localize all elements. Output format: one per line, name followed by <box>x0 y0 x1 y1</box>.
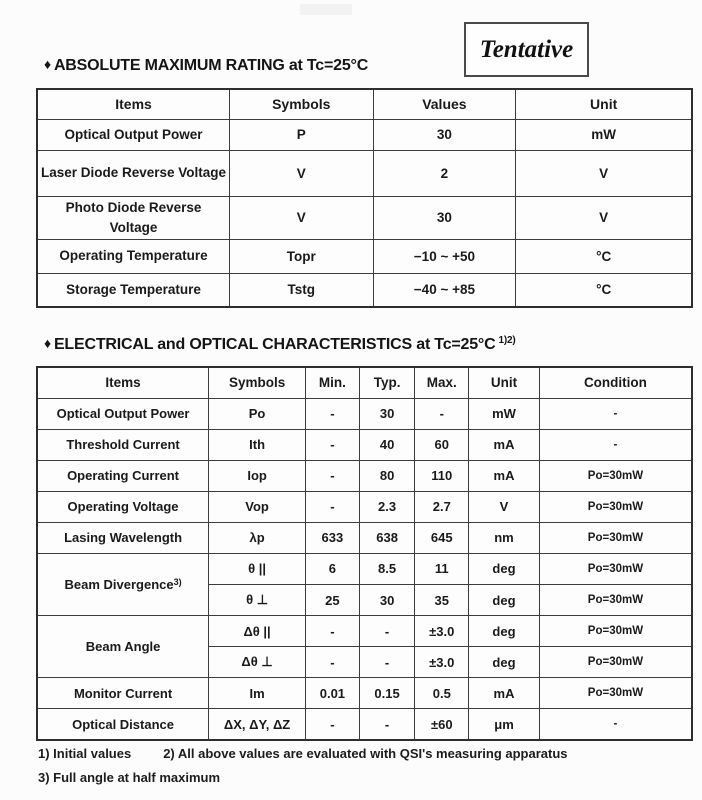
cell-item: Photo Diode Reverse Voltage <box>37 196 230 239</box>
cell-condition: - <box>539 398 692 429</box>
cell-symbol: Δθ || <box>209 616 306 647</box>
cell-condition: Po=30mW <box>539 522 692 553</box>
absolute-maximum-rating-table <box>36 88 693 308</box>
cell-max: ±3.0 <box>415 616 469 647</box>
table-row <box>37 150 692 196</box>
cell-min: - <box>306 460 360 491</box>
cell-condition: - <box>539 709 692 740</box>
cell-item-beam-angle: Beam Angle <box>37 616 209 678</box>
table-row <box>37 553 692 584</box>
table2-body <box>37 398 692 740</box>
cell-item: Laser Diode Reverse Voltage <box>37 150 230 196</box>
cell-min: - <box>306 491 360 522</box>
col-header-min: Min. <box>306 367 360 398</box>
footnote-3: 3) Full angle at half maximum <box>38 770 221 785</box>
cell-symbol: Vop <box>209 491 306 522</box>
col-header-symbols: Symbols <box>209 367 306 398</box>
cell-symbol: Im <box>209 678 306 709</box>
electrical-optical-characteristics-table <box>36 366 693 741</box>
footnote-line-2 <box>38 770 220 785</box>
cell-item: Optical Output Power <box>37 119 230 150</box>
section2-title-superscript: 1)2) <box>498 335 516 346</box>
cell-min: 6 <box>306 553 360 584</box>
section2-title <box>44 335 515 354</box>
table-row <box>37 196 692 239</box>
cell-max: 110 <box>415 460 469 491</box>
cell-symbol: V <box>230 150 373 196</box>
tentative-stamp <box>464 22 589 77</box>
cell-condition: Po=30mW <box>539 491 692 522</box>
cell-unit: mA <box>469 429 540 460</box>
cell-item: Monitor Current <box>37 678 209 709</box>
cell-max: 60 <box>415 429 469 460</box>
col-header-items: Items <box>37 89 230 119</box>
col-header-max: Max. <box>415 367 469 398</box>
cell-typ: - <box>359 647 415 678</box>
cell-symbol: Δθ ⊥ <box>209 647 306 678</box>
cell-condition: Po=30mW <box>539 678 692 709</box>
cell-condition: Po=30mW <box>539 647 692 678</box>
cell-symbol: P <box>230 119 373 150</box>
cell-unit: deg <box>469 584 540 615</box>
cell-min: - <box>306 709 360 740</box>
cell-max: ±60 <box>415 709 469 740</box>
cell-min: - <box>306 429 360 460</box>
cell-value: 30 <box>373 119 516 150</box>
table-row <box>37 522 692 553</box>
cell-condition: Po=30mW <box>539 616 692 647</box>
diamond-bullet-icon: ♦ <box>44 335 51 351</box>
cell-max: 2.7 <box>415 491 469 522</box>
tentative-label: Tentative <box>479 35 574 63</box>
cell-unit: deg <box>469 647 540 678</box>
cell-item: Operating Current <box>37 460 209 491</box>
table-row <box>37 273 692 307</box>
cell-min: 633 <box>306 522 360 553</box>
cell-typ: 30 <box>359 398 415 429</box>
cell-condition: Po=30mW <box>539 584 692 615</box>
cell-typ: 30 <box>359 584 415 615</box>
cell-unit: deg <box>469 616 540 647</box>
col-header-symbols: Symbols <box>230 89 373 119</box>
cell-typ: 0.15 <box>359 678 415 709</box>
cell-min: 0.01 <box>306 678 360 709</box>
cell-unit: V <box>516 150 692 196</box>
cell-unit: V <box>516 196 692 239</box>
cell-typ: 8.5 <box>359 553 415 584</box>
col-header-typ: Typ. <box>359 367 415 398</box>
cell-typ: 638 <box>359 522 415 553</box>
cell-condition: Po=30mW <box>539 553 692 584</box>
cell-item: Threshold Current <box>37 429 209 460</box>
cell-item: Optical Output Power <box>37 398 209 429</box>
cell-max: 11 <box>415 553 469 584</box>
table-row <box>37 239 692 273</box>
cell-unit: mA <box>469 460 540 491</box>
cell-value: −40 ~ +85 <box>373 273 516 307</box>
section1-title <box>44 56 368 75</box>
table-row <box>37 398 692 429</box>
cell-max: 35 <box>415 584 469 615</box>
cell-symbol: λp <box>209 522 306 553</box>
diamond-bullet-icon: ♦ <box>44 56 51 72</box>
cell-condition: - <box>539 429 692 460</box>
cell-item-beam-divergence <box>37 553 209 615</box>
table2-header <box>37 367 692 398</box>
cell-symbol: Po <box>209 398 306 429</box>
cell-value: 30 <box>373 196 516 239</box>
cell-typ: - <box>359 616 415 647</box>
cell-typ: 80 <box>359 460 415 491</box>
cell-unit: nm <box>469 522 540 553</box>
cell-typ: - <box>359 709 415 740</box>
item-superscript: 3) <box>173 576 182 587</box>
table-row <box>37 460 692 491</box>
table-row <box>37 491 692 522</box>
col-header-condition: Condition <box>539 367 692 398</box>
table-header-row <box>37 89 692 119</box>
cell-min: - <box>306 647 360 678</box>
section1-title-text: ABSOLUTE MAXIMUM RATING at Tc=25°C <box>53 57 369 74</box>
cell-max: - <box>415 398 469 429</box>
cell-condition: Po=30mW <box>539 460 692 491</box>
cell-typ: 40 <box>359 429 415 460</box>
table-row <box>37 429 692 460</box>
cell-symbol: Topr <box>230 239 373 273</box>
col-header-unit: Unit <box>469 367 540 398</box>
cell-item: Operating Temperature <box>37 239 230 273</box>
cell-min: - <box>306 616 360 647</box>
cell-item: Operating Voltage <box>37 491 209 522</box>
cell-item: Storage Temperature <box>37 273 230 307</box>
cell-value: −10 ~ +50 <box>373 239 516 273</box>
cell-symbol: θ || <box>209 553 306 584</box>
footnote-1: 1) Initial values <box>38 746 132 761</box>
item-text: Beam Divergence <box>64 576 174 592</box>
cell-symbol: V <box>230 196 373 239</box>
scan-artifact <box>300 4 352 15</box>
cell-unit: °C <box>516 273 692 307</box>
cell-min: 25 <box>306 584 360 615</box>
col-header-items: Items <box>37 367 209 398</box>
section2-title-text: ELECTRICAL and OPTICAL CHARACTERISTICS at Tc=25°C <box>53 336 496 353</box>
cell-item: Optical Distance <box>37 709 209 740</box>
cell-item: Lasing Wavelength <box>37 522 209 553</box>
cell-typ: 2.3 <box>359 491 415 522</box>
cell-min: - <box>306 398 360 429</box>
cell-unit: V <box>469 491 540 522</box>
table-row <box>37 119 692 150</box>
cell-max: 0.5 <box>415 678 469 709</box>
table1-body <box>37 119 692 307</box>
table-row <box>37 678 692 709</box>
cell-value: 2 <box>373 150 516 196</box>
cell-symbol: ΔX, ΔY, ΔZ <box>209 709 306 740</box>
cell-max: ±3.0 <box>415 647 469 678</box>
cell-unit: mW <box>469 398 540 429</box>
cell-symbol: Iop <box>209 460 306 491</box>
table1-header <box>37 89 692 119</box>
cell-unit: mW <box>516 119 692 150</box>
cell-unit: mA <box>469 678 540 709</box>
cell-unit: deg <box>469 553 540 584</box>
footnote-line-1 <box>38 746 568 761</box>
footnote-2: 2) All above values are evaluated with QSI's measuring apparatus <box>163 746 568 761</box>
table-row <box>37 709 692 740</box>
cell-unit: °C <box>516 239 692 273</box>
cell-symbol: Tstg <box>230 273 373 307</box>
col-header-values: Values <box>373 89 516 119</box>
table-row <box>37 616 692 647</box>
cell-unit: μm <box>469 709 540 740</box>
col-header-unit: Unit <box>516 89 692 119</box>
cell-max: 645 <box>415 522 469 553</box>
table-header-row <box>37 367 692 398</box>
cell-symbol: Ith <box>209 429 306 460</box>
cell-symbol: θ ⊥ <box>209 584 306 615</box>
